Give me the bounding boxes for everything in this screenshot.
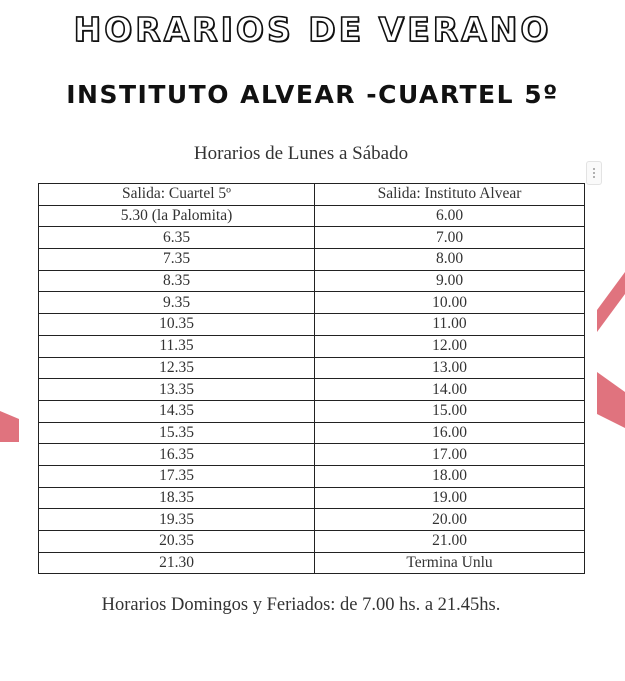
decorative-shape-right-bottom xyxy=(597,372,625,428)
departure-cuartel-time: 20.35 xyxy=(39,531,315,553)
table-row xyxy=(39,205,585,227)
departure-instituto-time: 8.00 xyxy=(315,249,585,271)
table-row xyxy=(39,270,585,292)
departure-cuartel-time: 14.35 xyxy=(39,400,315,422)
table-row xyxy=(39,465,585,487)
table-header-row xyxy=(39,184,585,206)
table-row xyxy=(39,509,585,531)
departure-instituto-time: 13.00 xyxy=(315,357,585,379)
schedule-heading: Horarios de Lunes a Sábado xyxy=(193,143,409,164)
page-subtitle: INSTITUTO ALVEAR -CUARTEL 5º xyxy=(66,80,559,109)
departure-cuartel-time: 21.30 xyxy=(39,552,315,574)
departure-cuartel-time: 19.35 xyxy=(39,509,315,531)
table-row xyxy=(39,227,585,249)
departure-instituto-time: 7.00 xyxy=(315,227,585,249)
column-header-departure-instituto: Salida: Instituto Alvear xyxy=(315,184,585,206)
column-header-departure-cuartel: Salida: Cuartel 5º xyxy=(39,184,315,206)
departure-cuartel-time: 15.35 xyxy=(39,422,315,444)
table-row xyxy=(39,422,585,444)
departure-cuartel-time: 8.35 xyxy=(39,270,315,292)
departure-instituto-time: 15.00 xyxy=(315,400,585,422)
departure-instituto-time: 19.00 xyxy=(315,487,585,509)
departure-instituto-time: 6.00 xyxy=(315,205,585,227)
table-row xyxy=(39,444,585,466)
table-row xyxy=(39,400,585,422)
departure-cuartel-time: 18.35 xyxy=(39,487,315,509)
page-title: HORARIOS DE VERANO xyxy=(73,10,552,49)
departure-cuartel-time: 5.30 (la Palomita) xyxy=(39,205,315,227)
table-row xyxy=(39,379,585,401)
departure-instituto-time: 21.00 xyxy=(315,531,585,553)
more-options-icon[interactable] xyxy=(586,161,602,185)
departure-instituto-time: 12.00 xyxy=(315,335,585,357)
table-row xyxy=(39,314,585,336)
departure-instituto-time: 16.00 xyxy=(315,422,585,444)
departure-instituto-time: 11.00 xyxy=(315,314,585,336)
departure-cuartel-time: 17.35 xyxy=(39,465,315,487)
table-row xyxy=(39,249,585,271)
departure-instituto-time: 9.00 xyxy=(315,270,585,292)
departure-cuartel-time: 16.35 xyxy=(39,444,315,466)
decorative-shape-right-top xyxy=(597,272,625,332)
departure-cuartel-time: 6.35 xyxy=(39,227,315,249)
schedule-table xyxy=(38,183,585,574)
departure-cuartel-time: 10.35 xyxy=(39,314,315,336)
departure-instituto-time: 20.00 xyxy=(315,509,585,531)
table-row xyxy=(39,357,585,379)
footer-note: Horarios Domingos y Feriados: de 7.00 hs. a 21.45hs. xyxy=(101,595,501,615)
departure-instituto-time: 17.00 xyxy=(315,444,585,466)
table-row xyxy=(39,335,585,357)
table-row xyxy=(39,487,585,509)
departure-cuartel-time: 13.35 xyxy=(39,379,315,401)
table-row xyxy=(39,531,585,553)
departure-cuartel-time: 12.35 xyxy=(39,357,315,379)
departure-cuartel-time: 11.35 xyxy=(39,335,315,357)
decorative-shape-left xyxy=(0,408,20,442)
departure-instituto-time: 14.00 xyxy=(315,379,585,401)
table-row xyxy=(39,552,585,574)
departure-instituto-time: 18.00 xyxy=(315,465,585,487)
table-row xyxy=(39,292,585,314)
departure-instituto-time: 10.00 xyxy=(315,292,585,314)
departure-instituto-time: Termina Unlu xyxy=(315,552,585,574)
departure-cuartel-time: 7.35 xyxy=(39,249,315,271)
departure-cuartel-time: 9.35 xyxy=(39,292,315,314)
